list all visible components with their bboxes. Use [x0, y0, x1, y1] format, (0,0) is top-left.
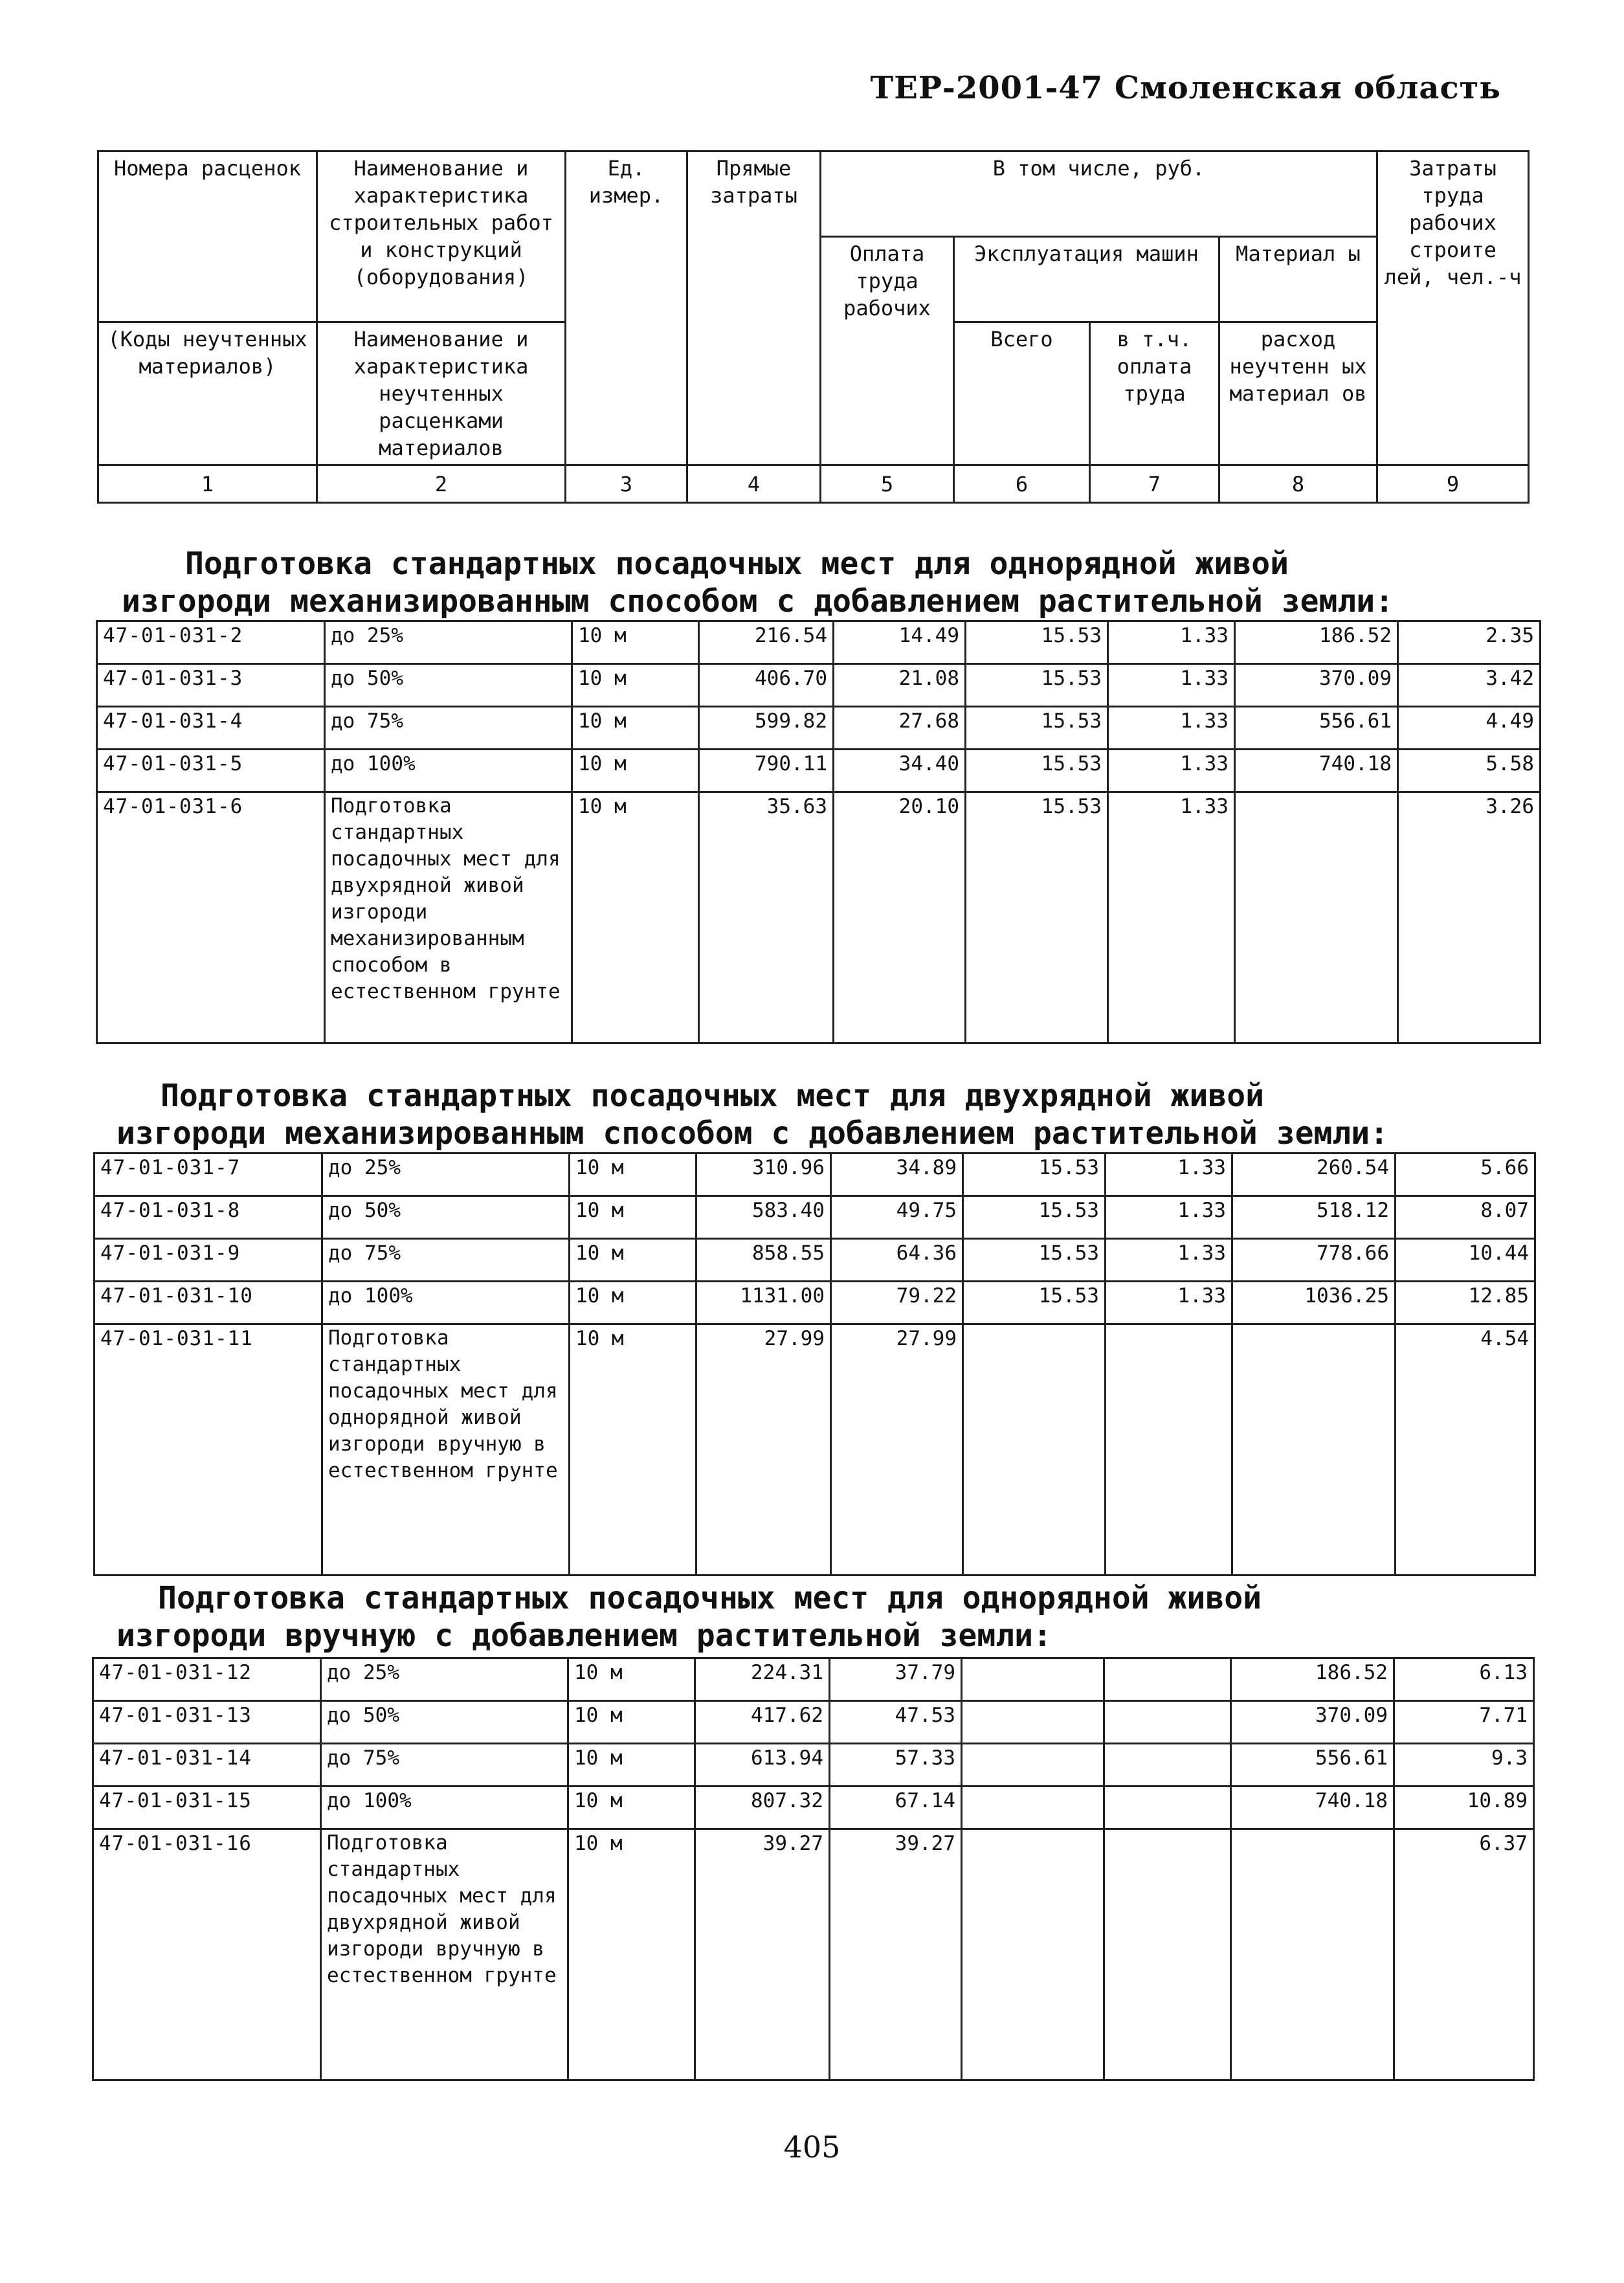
rates-table [96, 620, 1541, 1044]
labor-cost: 49.75 [831, 1196, 963, 1239]
table-row [93, 1829, 1534, 2080]
rate-code: 47-01-031-4 [97, 707, 325, 750]
labor-cost: 37.79 [830, 1658, 962, 1701]
machine-labor-cost: 1.33 [1106, 1282, 1232, 1324]
labor-hours: 3.26 [1398, 792, 1541, 1043]
rate-code: 47-01-031-14 [93, 1744, 321, 1787]
machine-cost [962, 1829, 1104, 2080]
machine-cost: 15.53 [966, 750, 1108, 792]
rate-code: 47-01-031-13 [93, 1701, 321, 1744]
materials-cost: 556.61 [1231, 1744, 1394, 1787]
work-description: до 50% [322, 1196, 570, 1239]
rate-code: 47-01-031-11 [95, 1324, 322, 1576]
labor-hours: 2.35 [1398, 621, 1541, 664]
machine-cost: 15.53 [966, 664, 1108, 707]
labor-hours: 5.58 [1398, 750, 1541, 792]
table-row [93, 1701, 1534, 1744]
labor-hours: 10.89 [1394, 1787, 1534, 1829]
direct-cost: 310.96 [696, 1153, 831, 1196]
machine-labor-cost [1104, 1701, 1231, 1744]
rate-code: 47-01-031-12 [93, 1658, 321, 1701]
table-row [95, 1324, 1535, 1576]
direct-cost: 583.40 [696, 1196, 831, 1239]
direct-cost: 216.54 [699, 621, 834, 664]
labor-cost: 34.40 [834, 750, 966, 792]
machine-cost [963, 1324, 1106, 1576]
rate-code: 47-01-031-16 [93, 1829, 321, 2080]
unit-cell: 10 м [570, 1239, 696, 1282]
materials-cost: 186.52 [1231, 1658, 1394, 1701]
labor-hours: 4.49 [1398, 707, 1541, 750]
header-col9: Затраты труда рабочих строите лей, чел.-ч [1377, 151, 1529, 465]
header-col8-bottom: расход неучтенн ых материал ов [1219, 322, 1377, 465]
labor-cost: 47.53 [830, 1701, 962, 1744]
table-row [93, 1744, 1534, 1787]
column-number: 5 [821, 465, 954, 503]
direct-cost: 224.31 [695, 1658, 830, 1701]
unit-cell: 10 м [570, 1153, 696, 1196]
page-number: 405 [783, 2130, 841, 2165]
machine-cost: 15.53 [966, 707, 1108, 750]
header-machines: Эксплуатация машин [954, 237, 1219, 322]
labor-hours: 12.85 [1396, 1282, 1535, 1324]
machine-labor-cost: 1.33 [1106, 1239, 1232, 1282]
labor-hours: 6.13 [1394, 1658, 1534, 1701]
machine-labor-cost [1104, 1829, 1231, 2080]
materials-cost: 370.09 [1231, 1701, 1394, 1744]
table-row [97, 664, 1541, 707]
section-rows [97, 621, 1541, 1043]
labor-hours: 4.54 [1396, 1324, 1535, 1576]
labor-hours: 7.71 [1394, 1701, 1534, 1744]
materials-cost [1235, 792, 1398, 1043]
direct-cost: 790.11 [699, 750, 834, 792]
labor-cost: 64.36 [831, 1239, 963, 1282]
work-description: до 25% [321, 1658, 568, 1701]
rate-code: 47-01-031-15 [93, 1787, 321, 1829]
machine-labor-cost: 1.33 [1106, 1153, 1232, 1196]
section-rows [93, 1658, 1534, 2080]
table-row [93, 1787, 1534, 1829]
direct-cost: 1131.00 [696, 1282, 831, 1324]
table-row [97, 707, 1541, 750]
direct-cost: 35.63 [699, 792, 834, 1043]
materials-cost [1232, 1324, 1396, 1576]
header-col6: Всего [954, 322, 1090, 465]
machine-cost: 15.53 [963, 1282, 1106, 1324]
section-title-line: изгороди механизированным способом с добавлением растительной земли: [117, 1115, 1389, 1152]
rate-code: 47-01-031-6 [97, 792, 325, 1043]
section-title [0, 1579, 1624, 1654]
machine-cost: 15.53 [966, 792, 1108, 1043]
materials-cost [1231, 1829, 1394, 2080]
rate-code: 47-01-031-9 [95, 1239, 322, 1282]
rates-table [93, 1152, 1536, 1576]
machine-cost [962, 1744, 1104, 1787]
unit-cell: 10 м [568, 1787, 695, 1829]
labor-hours: 6.37 [1394, 1829, 1534, 2080]
direct-cost: 406.70 [699, 664, 834, 707]
work-description: до 50% [325, 664, 572, 707]
header-col3: Ед. измер. [566, 151, 687, 465]
column-number: 6 [954, 465, 1090, 503]
column-number: 7 [1090, 465, 1219, 503]
section-title-line: Подготовка стандартных посадочных мест для однорядной живой [158, 1580, 1262, 1616]
section-title-line: Подготовка стандартных посадочных мест для двухрядной живой [161, 1078, 1265, 1114]
labor-cost: 34.89 [831, 1153, 963, 1196]
machine-labor-cost: 1.33 [1108, 792, 1235, 1043]
unit-cell: 10 м [572, 707, 699, 750]
work-description: до 75% [321, 1744, 568, 1787]
machine-labor-cost [1104, 1744, 1231, 1787]
table-row [95, 1239, 1535, 1282]
table-row [95, 1196, 1535, 1239]
section-title [0, 545, 1624, 620]
labor-hours: 10.44 [1396, 1239, 1535, 1282]
labor-cost: 67.14 [830, 1787, 962, 1829]
work-description: Подготовка стандартных посадочных мест для однорядной живой изгороди вручную в естественном грунте [322, 1324, 570, 1576]
table-row [97, 750, 1541, 792]
work-description: Подготовка стандартных посадочных мест для двухрядной живой изгороди вручную в естественном грунте [321, 1829, 568, 2080]
materials-cost: 370.09 [1235, 664, 1398, 707]
header-col8-top: Материал ы [1219, 237, 1377, 322]
work-description: до 75% [322, 1239, 570, 1282]
table-row [95, 1153, 1535, 1196]
machine-cost [962, 1658, 1104, 1701]
header-col4: Прямые затраты [687, 151, 821, 465]
work-description: до 25% [325, 621, 572, 664]
materials-cost: 778.66 [1232, 1239, 1396, 1282]
machine-cost: 15.53 [966, 621, 1108, 664]
direct-cost: 807.32 [695, 1787, 830, 1829]
direct-cost: 27.99 [696, 1324, 831, 1576]
header-col2-bottom: Наименование и характеристика неучтенных расценками материалов [317, 322, 566, 465]
labor-cost: 14.49 [834, 621, 966, 664]
machine-cost [962, 1787, 1104, 1829]
materials-cost: 1036.25 [1232, 1282, 1396, 1324]
materials-cost: 740.18 [1235, 750, 1398, 792]
machine-cost: 15.53 [963, 1153, 1106, 1196]
machine-labor-cost: 1.33 [1108, 750, 1235, 792]
header-col2-top: Наименование и характеристика строительных работ и конструкций (оборудования) [317, 151, 566, 322]
labor-hours: 8.07 [1396, 1196, 1535, 1239]
rate-code: 47-01-031-7 [95, 1153, 322, 1196]
machine-labor-cost [1104, 1787, 1231, 1829]
materials-cost: 260.54 [1232, 1153, 1396, 1196]
labor-cost: 27.99 [831, 1324, 963, 1576]
labor-hours: 3.42 [1398, 664, 1541, 707]
table-row [97, 792, 1541, 1043]
machine-labor-cost: 1.33 [1108, 707, 1235, 750]
machine-cost: 15.53 [963, 1239, 1106, 1282]
column-number: 8 [1219, 465, 1377, 503]
work-description: до 50% [321, 1701, 568, 1744]
unit-cell: 10 м [568, 1744, 695, 1787]
work-description: до 25% [322, 1153, 570, 1196]
unit-cell: 10 м [570, 1196, 696, 1239]
labor-cost: 21.08 [834, 664, 966, 707]
section-title-line: изгороди механизированным способом с добавлением растительной земли: [122, 583, 1394, 619]
labor-hours: 9.3 [1394, 1744, 1534, 1787]
unit-cell: 10 м [572, 621, 699, 664]
materials-cost: 518.12 [1232, 1196, 1396, 1239]
direct-cost: 599.82 [699, 707, 834, 750]
unit-cell: 10 м [572, 664, 699, 707]
machine-labor-cost: 1.33 [1108, 664, 1235, 707]
column-header-table [97, 150, 1529, 504]
work-description: до 75% [325, 707, 572, 750]
section-rows [95, 1153, 1535, 1576]
work-description: до 100% [322, 1282, 570, 1324]
header-col1-top: Номера расценок [98, 151, 317, 322]
unit-cell: 10 м [568, 1829, 695, 2080]
column-number: 4 [687, 465, 821, 503]
unit-cell: 10 м [568, 1701, 695, 1744]
machine-labor-cost [1106, 1324, 1232, 1576]
machine-labor-cost: 1.33 [1106, 1196, 1232, 1239]
column-number: 1 [98, 465, 317, 503]
unit-cell: 10 м [572, 792, 699, 1043]
header-col5: Оплата труда рабочих [821, 237, 954, 465]
direct-cost: 858.55 [696, 1239, 831, 1282]
labor-cost: 39.27 [830, 1829, 962, 2080]
rates-table [92, 1657, 1535, 2081]
column-number: 3 [566, 465, 687, 503]
unit-cell: 10 м [568, 1658, 695, 1701]
labor-cost: 79.22 [831, 1282, 963, 1324]
table-row [95, 1282, 1535, 1324]
unit-cell: 10 м [570, 1324, 696, 1576]
work-description: Подготовка стандартных посадочных мест для двухрядной живой изгороди механизированным способом в естественном грунте [325, 792, 572, 1043]
machine-labor-cost: 1.33 [1108, 621, 1235, 664]
rate-code: 47-01-031-5 [97, 750, 325, 792]
work-description: до 100% [321, 1787, 568, 1829]
rate-code: 47-01-031-3 [97, 664, 325, 707]
rate-code: 47-01-031-8 [95, 1196, 322, 1239]
direct-cost: 417.62 [695, 1701, 830, 1744]
rate-code: 47-01-031-2 [97, 621, 325, 664]
table-row [93, 1658, 1534, 1701]
materials-cost: 740.18 [1231, 1787, 1394, 1829]
machine-cost: 15.53 [963, 1196, 1106, 1239]
table-row [97, 621, 1541, 664]
machine-labor-cost [1104, 1658, 1231, 1701]
labor-cost: 27.68 [834, 707, 966, 750]
section-title [0, 1077, 1624, 1152]
work-description: до 100% [325, 750, 572, 792]
column-number: 2 [317, 465, 566, 503]
labor-cost: 57.33 [830, 1744, 962, 1787]
rate-code: 47-01-031-10 [95, 1282, 322, 1324]
unit-cell: 10 м [570, 1282, 696, 1324]
header-group: В том числе, руб. [821, 151, 1377, 237]
labor-hours: 5.66 [1396, 1153, 1535, 1196]
materials-cost: 556.61 [1235, 707, 1398, 750]
unit-cell: 10 м [572, 750, 699, 792]
document-title: ТЕР-2001-47 Смоленская область [870, 70, 1501, 106]
direct-cost: 39.27 [695, 1829, 830, 2080]
section-title-line: Подготовка стандартных посадочных мест для однорядной живой [185, 546, 1289, 582]
section-title-line: изгороди вручную с добавлением растительной земли: [117, 1618, 1052, 1654]
labor-cost: 20.10 [834, 792, 966, 1043]
materials-cost: 186.52 [1235, 621, 1398, 664]
header-col1-bottom: (Коды неучтенных материалов) [98, 322, 317, 465]
header-col7: в т.ч. оплата труда [1090, 322, 1219, 465]
machine-cost [962, 1701, 1104, 1744]
direct-cost: 613.94 [695, 1744, 830, 1787]
column-number: 9 [1377, 465, 1529, 503]
